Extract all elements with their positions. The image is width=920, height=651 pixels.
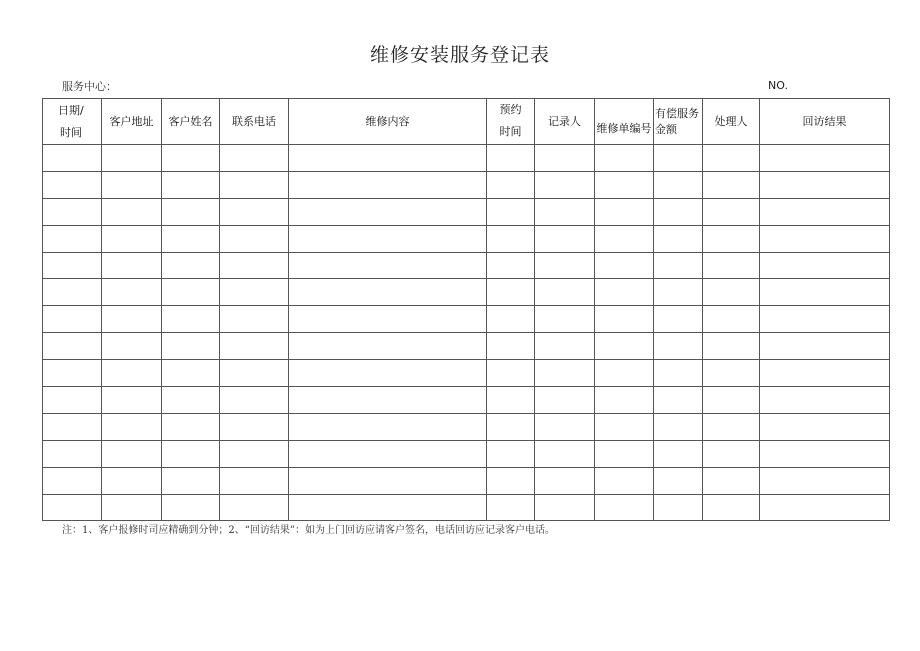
cell-followup[interactable] [760, 198, 890, 225]
cell-followup[interactable] [760, 440, 890, 467]
cell-content[interactable] [289, 467, 487, 494]
col-header-address [102, 99, 162, 145]
cell-date-time[interactable] [43, 252, 102, 279]
cell-paid-amount[interactable] [654, 198, 703, 225]
cell-date-time[interactable] [43, 494, 102, 521]
cell-appointment[interactable] [487, 279, 535, 306]
cell-name[interactable] [162, 494, 220, 521]
cell-handler[interactable] [703, 333, 760, 360]
col-header-order-no [595, 99, 654, 145]
cell-content[interactable] [289, 279, 487, 306]
cell-order-no[interactable] [595, 440, 654, 467]
cell-date-time[interactable] [43, 279, 102, 306]
cell-paid-amount[interactable] [654, 333, 703, 360]
cell-handler[interactable] [703, 279, 760, 306]
cell-address[interactable] [102, 225, 162, 252]
col-header-paid-amount [654, 99, 703, 145]
col-header-appointment-line2: 时间 [499, 124, 522, 138]
cell-content[interactable] [289, 198, 487, 225]
cell-phone[interactable] [220, 494, 289, 521]
cell-content[interactable] [289, 306, 487, 333]
cell-content[interactable] [289, 145, 487, 172]
table-row [43, 333, 890, 360]
cell-paid-amount[interactable] [654, 279, 703, 306]
cell-content[interactable] [289, 494, 487, 521]
table-row [43, 387, 890, 414]
cell-appointment[interactable] [487, 333, 535, 360]
cell-paid-amount[interactable] [654, 440, 703, 467]
cell-followup[interactable] [760, 145, 890, 172]
cell-followup[interactable] [760, 306, 890, 333]
register-table [42, 98, 890, 521]
cell-name[interactable] [162, 467, 220, 494]
cell-date-time[interactable] [43, 145, 102, 172]
cell-appointment[interactable] [487, 145, 535, 172]
cell-address[interactable] [102, 467, 162, 494]
cell-recorder[interactable] [535, 360, 595, 387]
cell-name[interactable] [162, 279, 220, 306]
cell-phone[interactable] [220, 413, 289, 440]
cell-phone[interactable] [220, 279, 289, 306]
col-header-followup-label: 回访结果 [802, 114, 847, 128]
cell-content[interactable] [289, 440, 487, 467]
table-row [43, 360, 890, 387]
cell-date-time[interactable] [43, 333, 102, 360]
cell-handler[interactable] [703, 360, 760, 387]
cell-date-time[interactable] [43, 171, 102, 198]
cell-order-no[interactable] [595, 333, 654, 360]
cell-recorder[interactable] [535, 387, 595, 414]
cell-order-no[interactable] [595, 145, 654, 172]
cell-appointment[interactable] [487, 467, 535, 494]
col-header-appointment-line1: 预约 [499, 102, 522, 116]
cell-paid-amount[interactable] [654, 387, 703, 414]
cell-recorder[interactable] [535, 198, 595, 225]
cell-content[interactable] [289, 360, 487, 387]
cell-recorder[interactable] [535, 333, 595, 360]
cell-appointment[interactable] [487, 252, 535, 279]
cell-paid-amount[interactable] [654, 494, 703, 521]
table-row [43, 494, 890, 521]
cell-followup[interactable] [760, 494, 890, 521]
cell-phone[interactable] [220, 467, 289, 494]
cell-date-time[interactable] [43, 440, 102, 467]
cell-handler[interactable] [703, 171, 760, 198]
cell-order-no[interactable] [595, 279, 654, 306]
col-header-handler [703, 99, 760, 145]
col-header-date-line1: 日期/ [58, 103, 84, 117]
cell-order-no[interactable] [595, 198, 654, 225]
cell-date-time[interactable] [43, 306, 102, 333]
col-header-date-line2: 时间 [60, 125, 82, 139]
cell-address[interactable] [102, 440, 162, 467]
cell-recorder[interactable] [535, 252, 595, 279]
cell-appointment[interactable] [487, 225, 535, 252]
cell-recorder[interactable] [535, 494, 595, 521]
cell-paid-amount[interactable] [654, 171, 703, 198]
cell-phone[interactable] [220, 145, 289, 172]
cell-phone[interactable] [220, 306, 289, 333]
cell-paid-amount[interactable] [654, 413, 703, 440]
col-header-name [162, 99, 220, 145]
col-header-name-label: 客户姓名 [168, 114, 213, 128]
cell-date-time[interactable] [43, 467, 102, 494]
cell-followup[interactable] [760, 252, 890, 279]
cell-address[interactable] [102, 413, 162, 440]
cell-name[interactable] [162, 225, 220, 252]
cell-phone[interactable] [220, 225, 289, 252]
table-row [43, 198, 890, 225]
cell-address[interactable] [102, 252, 162, 279]
cell-appointment[interactable] [487, 440, 535, 467]
cell-content[interactable] [289, 252, 487, 279]
cell-name[interactable] [162, 333, 220, 360]
table-row [43, 413, 890, 440]
cell-date-time[interactable] [43, 198, 102, 225]
cell-handler[interactable] [703, 413, 760, 440]
col-header-order-no-label: 维修单编号 [596, 121, 652, 135]
col-header-followup [760, 99, 890, 145]
cell-appointment[interactable] [487, 360, 535, 387]
cell-name[interactable] [162, 252, 220, 279]
col-header-paid-line2: 金额 [655, 122, 677, 136]
cell-order-no[interactable] [595, 171, 654, 198]
cell-paid-amount[interactable] [654, 252, 703, 279]
cell-phone[interactable] [220, 333, 289, 360]
col-header-phone-label: 联系电话 [232, 114, 276, 128]
cell-order-no[interactable] [595, 467, 654, 494]
table-row [43, 145, 890, 172]
cell-address[interactable] [102, 333, 162, 360]
cell-phone[interactable] [220, 252, 289, 279]
cell-address[interactable] [102, 279, 162, 306]
header-row [43, 99, 890, 145]
col-header-content [289, 99, 487, 145]
col-header-phone [220, 99, 289, 145]
cell-name[interactable] [162, 360, 220, 387]
table-row [43, 252, 890, 279]
register-body [43, 145, 890, 521]
cell-appointment[interactable] [487, 387, 535, 414]
cell-appointment[interactable] [487, 413, 535, 440]
cell-handler[interactable] [703, 198, 760, 225]
cell-phone[interactable] [220, 198, 289, 225]
cell-order-no[interactable] [595, 360, 654, 387]
cell-followup[interactable] [760, 467, 890, 494]
cell-recorder[interactable] [535, 306, 595, 333]
cell-address[interactable] [102, 198, 162, 225]
cell-phone[interactable] [220, 440, 289, 467]
cell-recorder[interactable] [535, 413, 595, 440]
cell-phone[interactable] [220, 387, 289, 414]
col-header-handler-label: 处理人 [714, 114, 748, 128]
cell-address[interactable] [102, 145, 162, 172]
cell-name[interactable] [162, 171, 220, 198]
cell-order-no[interactable] [595, 494, 654, 521]
cell-address[interactable] [102, 171, 162, 198]
cell-date-time[interactable] [43, 360, 102, 387]
cell-order-no[interactable] [595, 252, 654, 279]
form-title: 维修安装服务登记表 [369, 44, 550, 66]
cell-recorder[interactable] [535, 225, 595, 252]
cell-appointment[interactable] [487, 494, 535, 521]
cell-name[interactable] [162, 440, 220, 467]
cell-date-time[interactable] [43, 387, 102, 414]
cell-content[interactable] [289, 225, 487, 252]
col-header-paid-line1: 有偿服务 [655, 106, 699, 120]
cell-recorder[interactable] [535, 171, 595, 198]
cell-handler[interactable] [703, 494, 760, 521]
cell-handler[interactable] [703, 306, 760, 333]
cell-followup[interactable] [760, 387, 890, 414]
cell-handler[interactable] [703, 467, 760, 494]
cell-order-no[interactable] [595, 306, 654, 333]
cell-address[interactable] [102, 306, 162, 333]
cell-handler[interactable] [703, 440, 760, 467]
cell-content[interactable] [289, 413, 487, 440]
footnote: 注：1、客户报修时司应精确到分钟；2、“回访结果”：如为上门回访应请客户签名，电话回访应记录客户电话。 [62, 525, 555, 536]
cell-recorder[interactable] [535, 467, 595, 494]
col-header-date-time [43, 99, 102, 145]
cell-address[interactable] [102, 387, 162, 414]
col-header-recorder [535, 99, 595, 145]
cell-name[interactable] [162, 387, 220, 414]
cell-followup[interactable] [760, 225, 890, 252]
cell-paid-amount[interactable] [654, 360, 703, 387]
cell-order-no[interactable] [595, 387, 654, 414]
cell-recorder[interactable] [535, 145, 595, 172]
cell-order-no[interactable] [595, 413, 654, 440]
table-row [43, 467, 890, 494]
cell-content[interactable] [289, 171, 487, 198]
cell-appointment[interactable] [487, 306, 535, 333]
cell-handler[interactable] [703, 225, 760, 252]
cell-recorder[interactable] [535, 440, 595, 467]
table-row [43, 440, 890, 467]
cell-paid-amount[interactable] [654, 306, 703, 333]
cell-address[interactable] [102, 360, 162, 387]
cell-date-time[interactable] [43, 413, 102, 440]
cell-paid-amount[interactable] [654, 225, 703, 252]
cell-appointment[interactable] [487, 171, 535, 198]
cell-name[interactable] [162, 306, 220, 333]
cell-phone[interactable] [220, 360, 289, 387]
table-row [43, 306, 890, 333]
cell-appointment[interactable] [487, 198, 535, 225]
cell-followup[interactable] [760, 171, 890, 198]
cell-date-time[interactable] [43, 225, 102, 252]
table-row [43, 171, 890, 198]
table-row [43, 279, 890, 306]
cell-content[interactable] [289, 333, 487, 360]
number-label: NO. [768, 79, 788, 92]
cell-paid-amount[interactable] [654, 145, 703, 172]
cell-handler[interactable] [703, 252, 760, 279]
cell-name[interactable] [162, 198, 220, 225]
cell-followup[interactable] [760, 360, 890, 387]
cell-content[interactable] [289, 387, 487, 414]
cell-followup[interactable] [760, 279, 890, 306]
col-header-address-label: 客户地址 [109, 114, 154, 128]
col-header-appointment [487, 99, 535, 145]
cell-order-no[interactable] [595, 225, 654, 252]
cell-name[interactable] [162, 145, 220, 172]
table-row [43, 225, 890, 252]
cell-handler[interactable] [703, 387, 760, 414]
col-header-recorder-label: 记录人 [548, 114, 581, 128]
cell-name[interactable] [162, 413, 220, 440]
cell-followup[interactable] [760, 413, 890, 440]
cell-handler[interactable] [703, 145, 760, 172]
cell-address[interactable] [102, 494, 162, 521]
cell-phone[interactable] [220, 171, 289, 198]
service-center-label: 服务中心： [62, 80, 117, 93]
cell-followup[interactable] [760, 333, 890, 360]
col-header-content-label: 维修内容 [365, 114, 410, 128]
cell-recorder[interactable] [535, 279, 595, 306]
cell-paid-amount[interactable] [654, 467, 703, 494]
